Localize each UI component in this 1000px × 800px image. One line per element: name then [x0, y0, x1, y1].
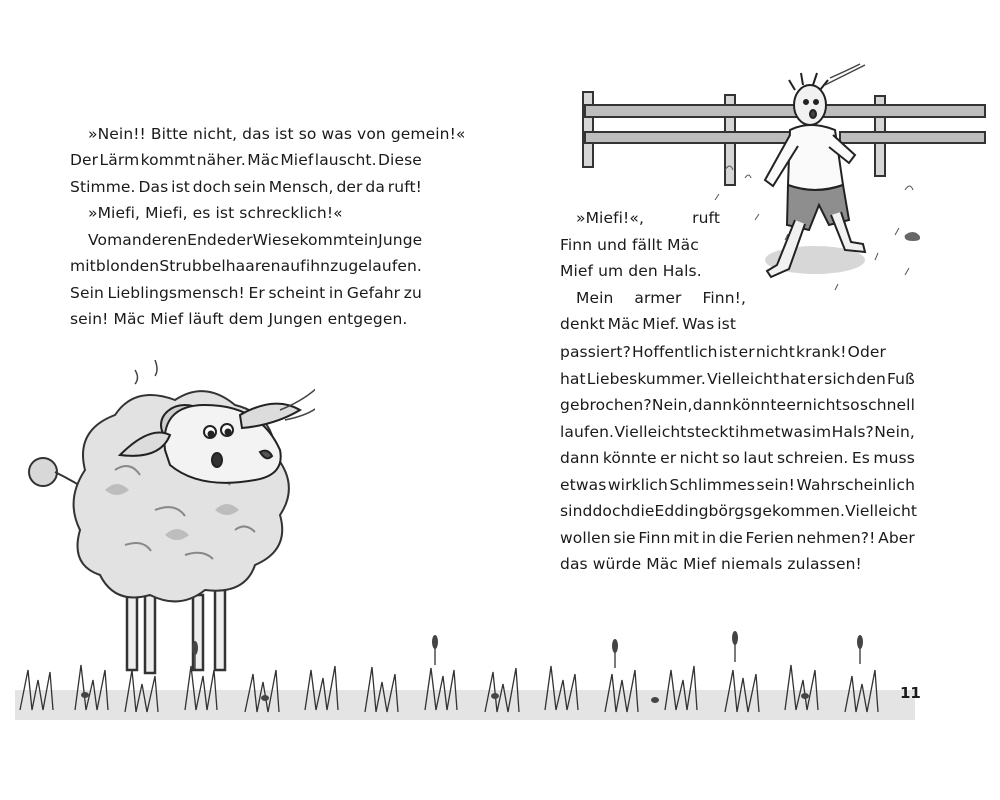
word: muss — [873, 449, 915, 467]
word: krank! — [796, 343, 847, 361]
word: doch — [592, 502, 631, 520]
word: Lärm — [99, 151, 140, 169]
word: so — [841, 396, 860, 414]
word: blonden — [95, 257, 160, 275]
left-text-line: sein! Mäc Mief läuft dem Jungen entgegen. — [70, 310, 408, 328]
word: sein — [233, 178, 266, 196]
word: die — [630, 502, 655, 520]
word: könnte — [602, 449, 657, 467]
word: Strubbelhaaren — [159, 257, 281, 275]
word: ein — [354, 231, 379, 249]
word: Vom — [88, 231, 123, 249]
word: wollen — [560, 529, 611, 547]
word: ruft! — [387, 178, 422, 196]
right-text-line — [560, 392, 915, 418]
word: steckt — [686, 423, 735, 441]
word: Ferien — [745, 529, 794, 547]
word: im — [811, 423, 832, 441]
word: mit — [70, 257, 96, 275]
word: sie — [613, 529, 636, 547]
word: er — [806, 370, 824, 388]
word: Sein — [70, 284, 104, 302]
word: Fuß — [886, 370, 915, 388]
word: Eddingbörgs — [654, 502, 753, 520]
word: Hals? — [831, 423, 874, 441]
word: laufen. — [560, 423, 615, 441]
word: auf — [280, 257, 306, 275]
word: Es — [851, 449, 870, 467]
right-text-line — [560, 419, 915, 445]
right-text-line — [560, 498, 918, 524]
word: Vielleicht — [614, 423, 687, 441]
page-number: 11 — [900, 684, 921, 702]
word: Finn — [638, 529, 671, 547]
word: gekommen. — [752, 502, 846, 520]
word: Oder — [847, 343, 886, 361]
word: anderen — [122, 231, 188, 249]
word: der — [336, 178, 363, 196]
word: denkt — [560, 315, 605, 333]
word: der — [226, 231, 253, 249]
left-text-line: »Nein!! Bitte nicht, das ist so was von gemein!« — [88, 125, 466, 143]
word: schreien. — [776, 449, 849, 467]
word: »Miefi!«, — [576, 209, 644, 227]
left-text-line — [70, 174, 422, 200]
word: Vielleicht — [845, 502, 918, 520]
word: Mein — [576, 289, 614, 307]
word: Liebeskummer. — [586, 370, 706, 388]
word: Mief — [280, 151, 314, 169]
word: sich — [824, 370, 856, 388]
word: Stimme. — [70, 178, 136, 196]
word: Was — [682, 315, 715, 333]
word: etwas — [560, 476, 607, 494]
word: sind — [560, 502, 593, 520]
word: etwas — [764, 423, 812, 441]
word: hat — [780, 370, 806, 388]
word: er — [786, 396, 803, 414]
word: könnte — [732, 396, 787, 414]
word: Wiese — [252, 231, 300, 249]
word: Mief. — [642, 315, 680, 333]
word: da — [365, 178, 385, 196]
right-text-line: das würde Mäc Mief niemals zulassen! — [560, 555, 862, 573]
right-text-line — [576, 285, 746, 311]
word: er — [738, 343, 755, 361]
word: Hoffentlich — [632, 343, 718, 361]
grass-strip-illustration — [15, 620, 915, 730]
word: Gefahr — [346, 284, 401, 302]
word: ihn — [305, 257, 331, 275]
word: zugelaufen. — [330, 257, 422, 275]
wooden-fence-illustration — [583, 92, 985, 185]
left-text-line — [70, 147, 422, 173]
left-text-line — [70, 253, 422, 279]
left-text-line — [88, 227, 422, 253]
word: doch — [192, 178, 231, 196]
word: Vielleicht — [707, 370, 780, 388]
word: ist — [717, 315, 736, 333]
word: näher. — [196, 151, 246, 169]
word: Das — [138, 178, 169, 196]
word: Lieblingsmensch! — [107, 284, 245, 302]
word: Nein, — [651, 396, 693, 414]
left-text-line — [70, 280, 422, 306]
left-text-line: »Miefi, Miefi, es ist schrecklich!« — [88, 204, 343, 222]
word: nicht — [679, 449, 719, 467]
right-text-line — [560, 472, 915, 498]
word: mit — [673, 529, 700, 547]
word: Wahrscheinlich — [796, 476, 915, 494]
right-text-line — [560, 339, 886, 365]
word: Ende — [187, 231, 227, 249]
word: Finn!, — [702, 289, 746, 307]
word: Aber — [878, 529, 915, 547]
word: laut — [743, 449, 774, 467]
word: passiert? — [560, 343, 631, 361]
word: kommt — [140, 151, 196, 169]
word: Diese — [378, 151, 422, 169]
right-text-line — [560, 366, 915, 392]
word: Der — [70, 151, 99, 169]
word: ruft — [692, 209, 720, 227]
word: nicht — [755, 343, 795, 361]
right-text-line — [576, 205, 720, 231]
word: Mäc — [247, 151, 279, 169]
word: in — [328, 284, 344, 302]
word: hat — [560, 370, 586, 388]
word: Schlimmes — [669, 476, 756, 494]
word: Mäc — [607, 315, 640, 333]
word: Er — [248, 284, 265, 302]
word: armer — [634, 289, 682, 307]
right-text-line: Finn und fällt Mäc — [560, 236, 699, 254]
word: ihm — [735, 423, 765, 441]
word: dann — [560, 449, 600, 467]
word: Nein, — [874, 423, 915, 441]
word: schnell — [859, 396, 915, 414]
word: ist — [171, 178, 190, 196]
word: dann — [692, 396, 733, 414]
word: wirklich — [607, 476, 668, 494]
word: in — [701, 529, 717, 547]
right-text-line — [560, 445, 915, 471]
word: zu — [403, 284, 422, 302]
word: nehmen?! — [796, 529, 876, 547]
right-text-line: Mief um den Hals. — [560, 262, 702, 280]
word: den — [856, 370, 886, 388]
word: lauscht. — [314, 151, 377, 169]
word: Junge — [378, 231, 423, 249]
word: nicht — [802, 396, 842, 414]
word: er — [660, 449, 677, 467]
word: scheint — [268, 284, 326, 302]
right-text-line — [560, 311, 736, 337]
word: die — [718, 529, 743, 547]
word: kommt — [299, 231, 355, 249]
right-text-line — [560, 525, 915, 551]
word: Mensch, — [268, 178, 334, 196]
word: sein! — [756, 476, 795, 494]
word: ist — [718, 343, 738, 361]
word: gebrochen? — [560, 396, 652, 414]
word: so — [722, 449, 740, 467]
